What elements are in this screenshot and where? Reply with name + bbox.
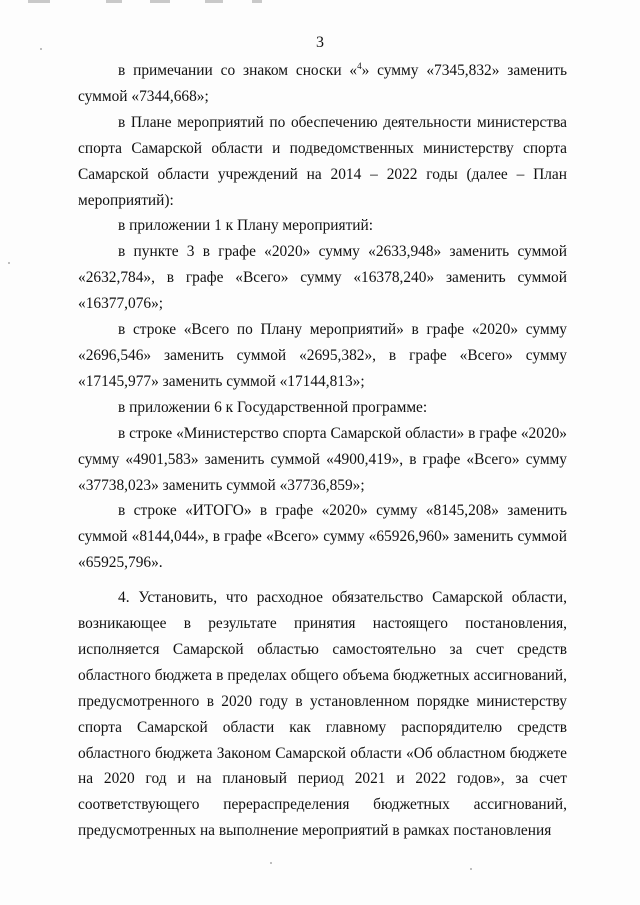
paragraph bbox=[78, 58, 567, 110]
scan-speck bbox=[270, 862, 272, 864]
paragraph-text: в примечании со знаком сноски « bbox=[118, 62, 358, 79]
scan-speck bbox=[470, 868, 472, 870]
paragraph: в приложении 1 к Плану мероприятий: bbox=[118, 217, 374, 235]
scan-mark bbox=[252, 0, 262, 3]
page-number: 3 bbox=[316, 34, 324, 51]
scan-mark bbox=[28, 0, 50, 3]
paragraph: в строке «ИТОГО» в графе «2020» сумму «8145,208» заменить суммой «8144,044», в графе «Всего» сумму «65926,960» заменить суммой «65925,796». bbox=[78, 502, 567, 572]
footnote-superscript: 4 bbox=[357, 61, 362, 71]
scan-mark bbox=[150, 0, 170, 3]
paragraph: в пункте 3 в графе «2020» сумму «2633,948» заменить суммой «2632,784», в графе «Всего» сумму «16378,240» заменить суммой «16377,076»; bbox=[78, 243, 567, 313]
scan-edge-marks bbox=[0, 0, 640, 12]
paragraph: в приложении 6 к Государственной программе: bbox=[118, 398, 428, 416]
paragraph: в строке «Всего по Плану мероприятий» в графе «2020» сумму «2696,546» заменить суммой «2695,382», в графе «Всего» сумму «17145,977» заменить суммой «17144,813»; bbox=[78, 321, 567, 390]
paragraph: в Плане мероприятий по обеспечению деятельности министерства спорта Самарской области и подведомственных министерству спорта Самарской области учреждений на 2014 – 2022 годы (далее – План мероприятий): bbox=[78, 113, 567, 209]
scan-speck bbox=[8, 262, 10, 264]
paragraph: в строке «Министерство спорта Самарской области» в графе «2020» сумму «4901,583» заменить суммой «4900,419», в графе «Всего» сумму «37738,023» заменить суммой «37736,859»; bbox=[78, 424, 567, 494]
scan-mark bbox=[205, 0, 223, 3]
paragraph-section-4: 4. Установить, что расходное обязательство Самарской области, возникающее в результате принятия настоящего постановления, исполняется Самарской областью самостоятельно за счет средств областного бюджета в пределах общего объема бюджетных ассигнований, предусмотренного в 2020 году в установленном порядке министерству спорта Самарской области как главному распорядителю средств областного бюджета Законом Самарской области «Об областном бюджете на 2020 год и на плановый период 2021 и 2022 годов», за счет соответствующего перераспределения бюджетных ассигнований, предусмотренных на выполнение мероприятий в рамках постановления bbox=[78, 589, 567, 840]
document-body bbox=[78, 58, 567, 844]
scan-mark bbox=[106, 0, 122, 3]
paragraph-text: » сумму «7345,832» заменить суммой «7344,668»; bbox=[78, 62, 567, 105]
